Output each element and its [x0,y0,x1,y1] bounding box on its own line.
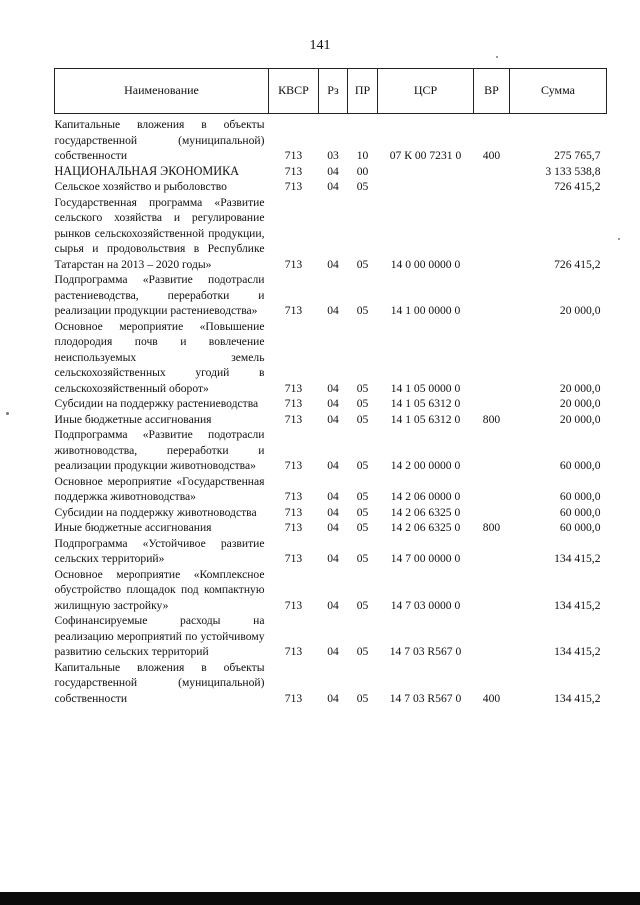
table-row [55,272,607,319]
row-name: Сельское хозяйство и рыболовство [54,180,227,193]
row-kvsr: 713 [284,691,303,705]
row-pr: 05 [356,598,369,612]
row-sum: 20 000,0 [559,304,601,317]
row-rz: 04 [327,304,339,317]
row-name: НАЦИОНАЛЬНАЯ ЭКОНОМИКА [54,163,239,178]
header-sum: Сумма [510,69,607,114]
row-csr: 14 2 06 6325 0 [390,521,461,534]
row-pr: 10 [356,149,369,162]
row-vr: 800 [482,412,501,426]
table-row [55,117,607,164]
row-vr [474,272,510,319]
row-name: Подпрограмма «Устойчивое развитие сельских территорий» [54,536,265,565]
row-name: Капитальные вложения в объекты государственной (муниципальной) собственности [54,660,265,705]
scan-speck [496,56,498,58]
row-vr [474,613,510,660]
row-csr: 14 7 03 0000 0 [390,598,461,612]
row-name: Иные бюджетные ассигнования [54,412,212,426]
row-csr: 14 2 06 0000 0 [390,490,461,503]
row-name: Иные бюджетные ассигнования [54,521,212,534]
table-row [55,660,607,707]
row-kvsr: 713 [284,397,303,410]
row-csr: 14 1 05 6312 0 [390,397,461,410]
row-csr: 14 2 00 0000 0 [390,459,461,472]
row-kvsr: 713 [284,459,303,472]
row-csr [378,179,474,195]
row-sum: 60 000,0 [559,490,601,503]
row-name: Подпрограмма «Развитие подотрасли растениеводства, переработки и реализации продукции растениеводства» [54,273,265,317]
table-row [55,396,607,412]
table-row [55,427,607,474]
row-csr: 14 0 00 0000 0 [390,257,461,271]
row-pr: 05 [356,645,369,658]
row-kvsr: 713 [284,645,303,658]
table-row [55,505,607,521]
row-csr: 07 К 00 7231 0 [389,149,462,162]
row-name: Основное мероприятие «Государственная поддержка животноводства» [54,474,265,503]
row-csr: 14 7 03 R567 0 [389,691,462,705]
row-rz: 04 [327,598,339,612]
row-vr [474,427,510,474]
row-vr: 800 [482,521,501,534]
row-rz: 04 [327,164,339,178]
table-row [55,179,607,195]
row-vr [474,505,510,521]
row-kvsr: 713 [284,257,303,271]
row-name: Капитальные вложения в объекты государственной (муниципальной) собственности [54,118,265,162]
row-kvsr: 713 [284,412,303,426]
row-sum: 60 000,0 [559,459,601,472]
row-vr [474,319,510,397]
row-csr: 14 1 05 0000 0 [390,381,461,395]
row-csr: 14 7 00 0000 0 [390,552,461,565]
table-row [55,164,607,180]
row-rz: 04 [327,257,339,271]
row-sum: 134 415,2 [554,691,601,705]
row-sum: 275 765,7 [554,149,601,162]
row-rz: 04 [327,505,339,519]
row-rz: 04 [327,691,339,705]
scan-speck [618,238,620,240]
row-kvsr: 713 [284,381,303,395]
header-name: Наименование [55,69,269,114]
row-vr: 400 [482,691,501,705]
table-row [55,412,607,428]
row-kvsr: 713 [284,149,303,162]
header-kvsr: КВСР [269,69,319,114]
row-vr [474,474,510,505]
row-kvsr: 713 [284,505,303,519]
table-header-row [55,69,607,114]
header-csr: ЦСР [378,69,474,114]
table-row [55,567,607,614]
row-sum: 60 000,0 [559,505,601,519]
row-kvsr: 713 [284,490,303,503]
header-rz: Рз [319,69,348,114]
row-rz: 03 [327,149,339,162]
row-rz: 04 [327,381,339,395]
row-sum: 134 415,2 [554,552,601,565]
row-name: Субсидии на поддержку животноводства [54,505,257,519]
row-sum: 20 000,0 [559,397,601,410]
table-row [55,195,607,273]
row-pr: 05 [356,412,369,426]
row-csr: 14 1 05 6312 0 [390,412,461,426]
row-rz: 04 [327,459,339,472]
row-rz: 04 [327,180,339,193]
row-pr: 05 [356,552,369,565]
row-pr: 05 [356,505,369,519]
row-pr: 05 [356,381,369,395]
row-pr: 05 [356,521,369,534]
row-pr: 05 [356,459,369,472]
row-name: Субсидии на поддержку растениеводства [54,397,259,410]
row-rz: 04 [327,521,339,534]
row-pr: 05 [356,180,369,193]
row-pr: 05 [356,691,369,705]
row-sum: 20 000,0 [559,412,601,426]
row-pr: 05 [356,397,369,410]
header-vr: ВР [474,69,510,114]
row-vr [474,164,510,180]
row-vr [474,536,510,567]
table-row [55,520,607,536]
header-pr: ПР [348,69,378,114]
row-sum: 726 415,2 [554,257,601,271]
row-rz: 04 [327,645,339,658]
row-csr [378,164,474,180]
row-rz: 04 [327,397,339,410]
row-name: Основное мероприятие «Повышение плодородия почв и вовлечение неиспользуемых земель сельскохозяйственных угодий в сельскохозяйственный оборот» [54,319,265,395]
scan-edge-bar [0,892,640,905]
scan-speck [6,412,9,415]
table-row [55,474,607,505]
row-kvsr: 713 [284,304,303,317]
row-name: Государственная программа «Развитие сельского хозяйства и регулирование рынков сельскохозяйственной продукции, сырья и продовольствия в Республике Татарстан на 2013 – 2020 годы» [54,195,265,271]
row-csr: 14 1 00 0000 0 [390,304,461,317]
page-number: 141 [309,38,331,53]
row-sum: 60 000,0 [559,521,601,534]
row-sum: 134 415,2 [554,598,601,612]
row-sum: 20 000,0 [559,381,601,395]
row-pr: 05 [356,304,369,317]
row-sum: 3 133 538,8 [545,164,601,178]
row-kvsr: 713 [284,164,303,178]
row-vr [474,179,510,195]
row-csr: 14 7 03 R567 0 [389,645,462,658]
row-csr: 14 2 06 6325 0 [390,505,461,519]
row-rz: 04 [327,412,339,426]
table-row [55,319,607,397]
row-kvsr: 713 [284,552,303,565]
row-name: Софинансируемые расходы на реализацию мероприятий по устойчивому развитию сельских территорий [54,614,265,658]
row-sum: 134 415,2 [554,645,601,658]
row-name: Основное мероприятие «Комплексное обустройство площадок под компактную жилищную застройку» [54,567,265,612]
row-rz: 04 [327,490,339,503]
row-pr: 05 [356,490,369,503]
row-sum: 726 415,2 [554,180,601,193]
row-kvsr: 713 [284,598,303,612]
table-row [55,613,607,660]
row-rz: 04 [327,552,339,565]
row-vr [474,195,510,273]
row-vr [474,396,510,412]
row-kvsr: 713 [284,180,303,193]
row-pr: 00 [356,164,369,178]
row-pr: 05 [356,257,369,271]
row-kvsr: 713 [284,521,303,534]
row-name: Подпрограмма «Развитие подотрасли животноводства, переработки и реализации продукции животноводства» [54,428,265,472]
row-vr: 400 [482,149,501,162]
table-row [55,536,607,567]
budget-table [54,68,607,706]
row-vr [474,567,510,614]
